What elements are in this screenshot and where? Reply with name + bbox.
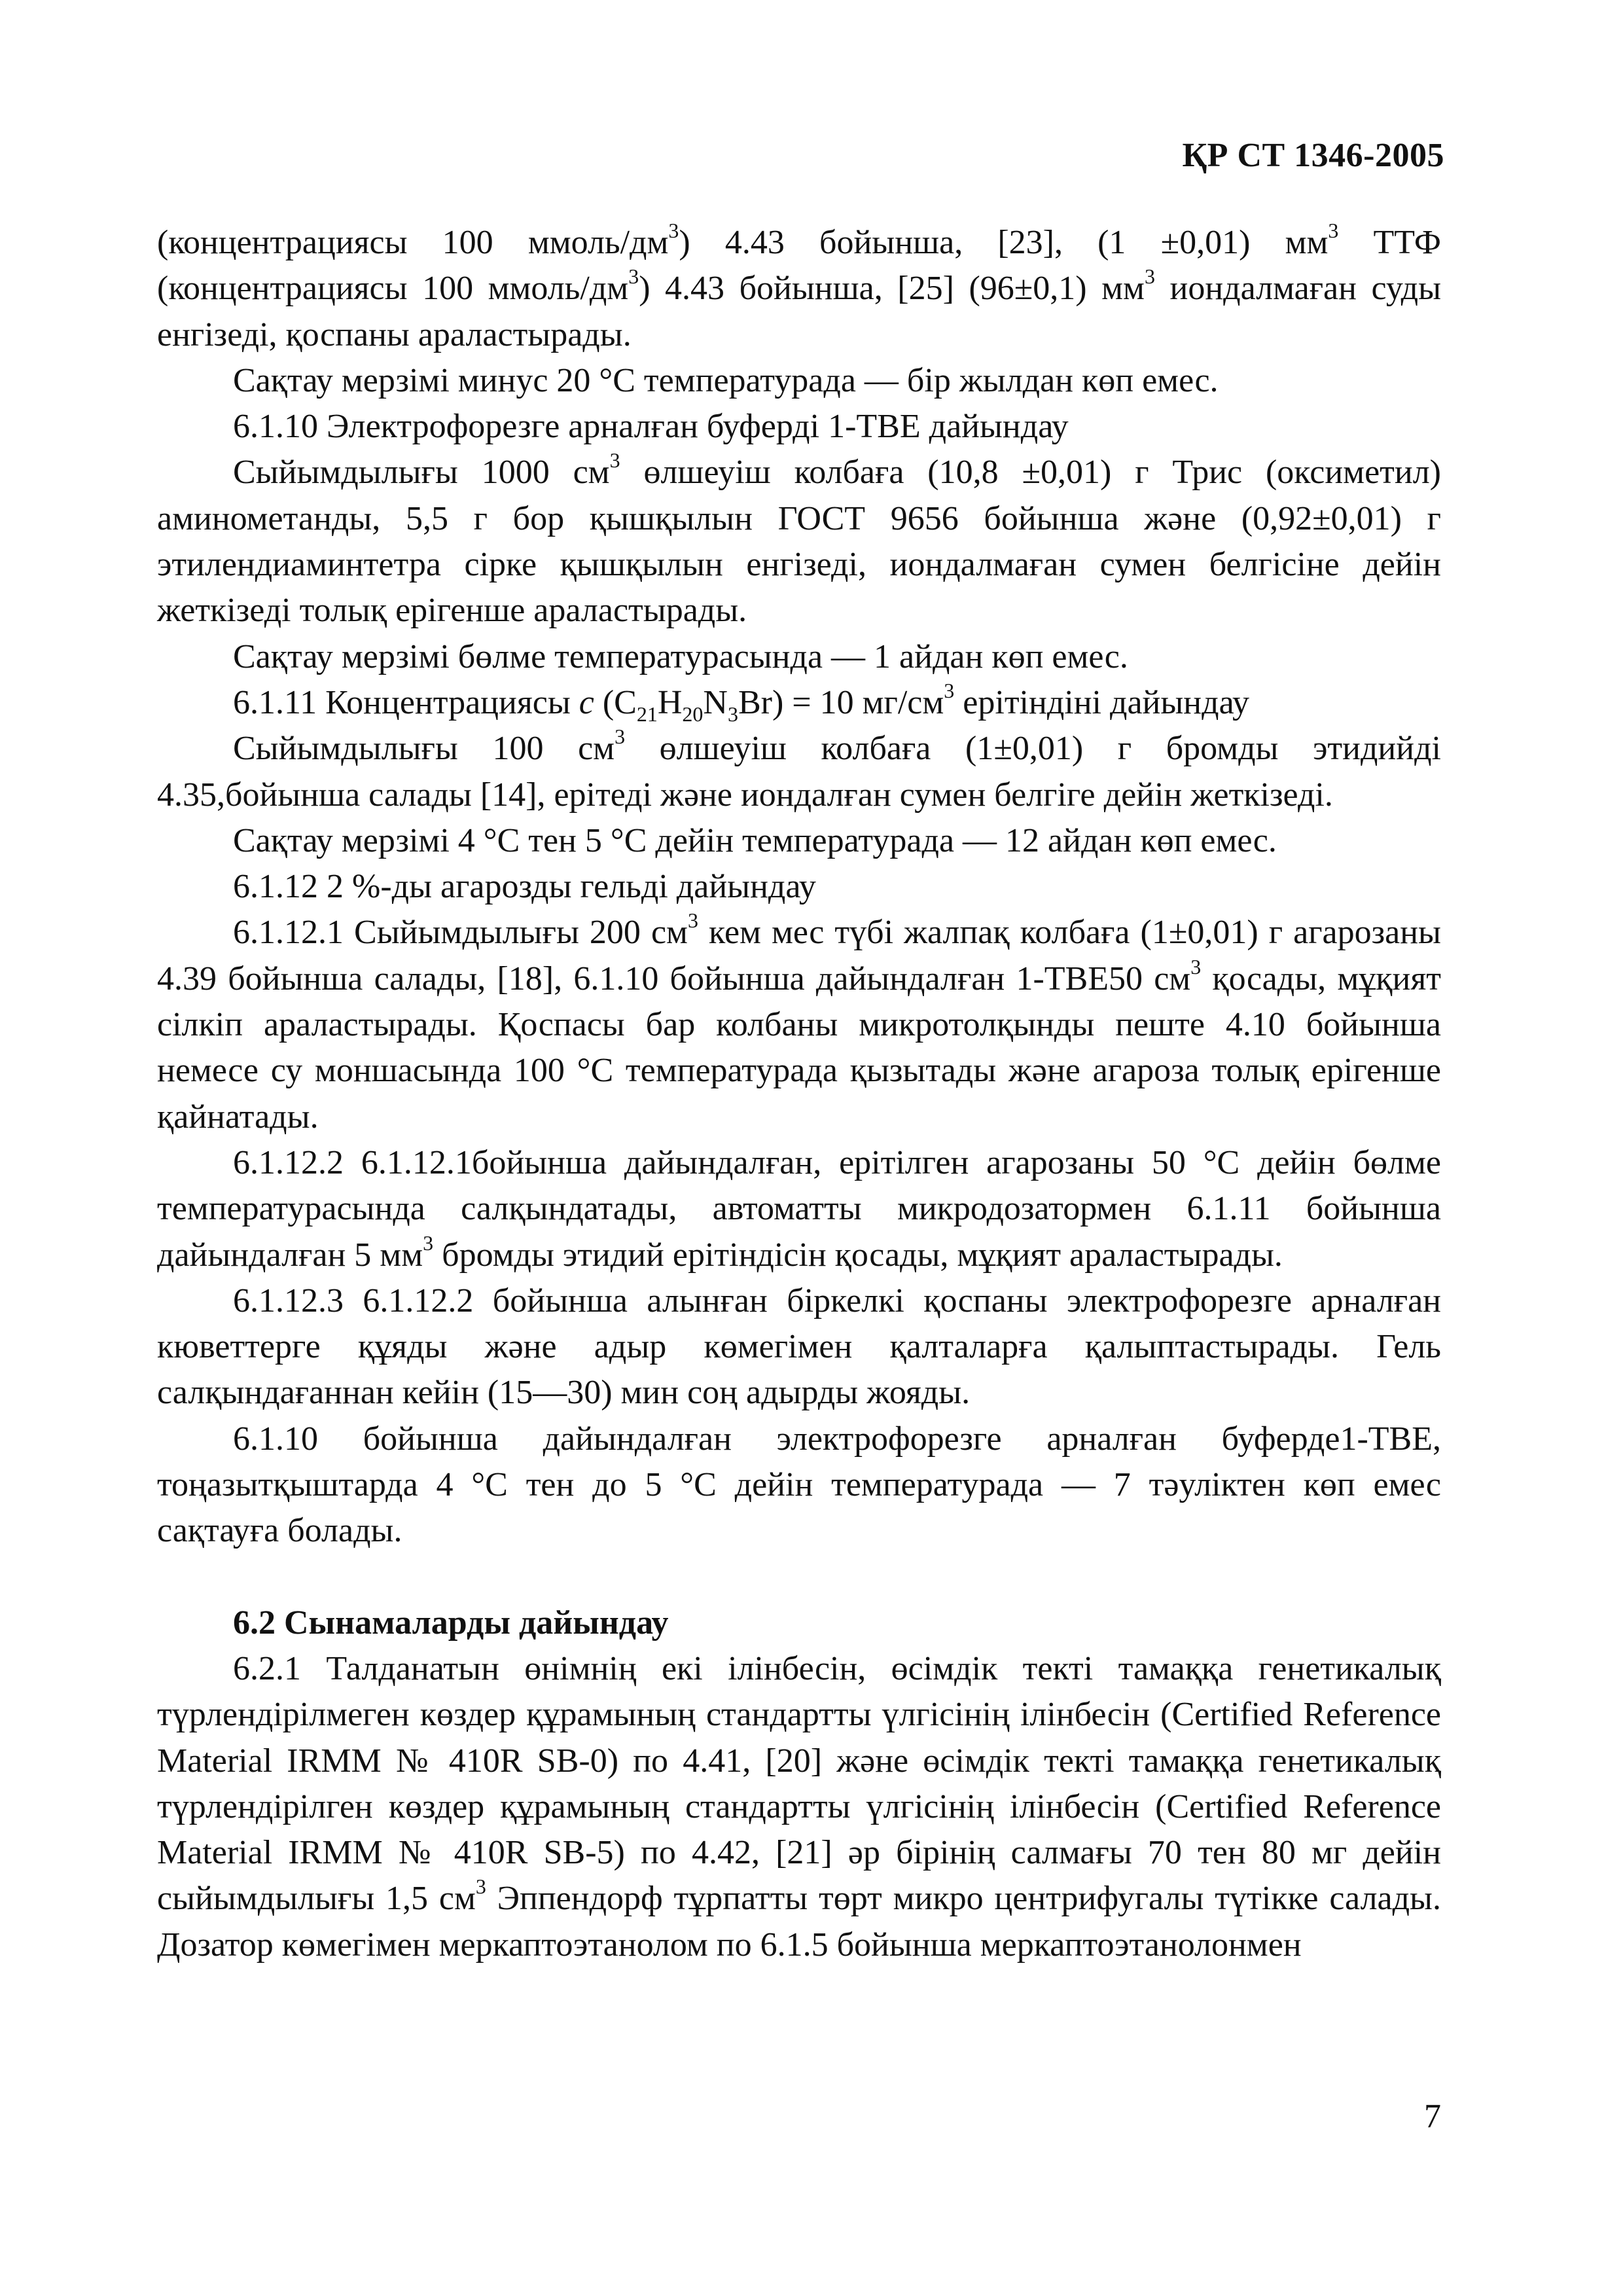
paragraph: 6.1.12.3 6.1.12.2 бойынша алынған біркелкі қоспаны электрофорезге арналған кюветтерге құяды және адыр көмегімен қалталарға қалыптастырады. Гель салқындағаннан кейін (15—30) мин соң адырды жояды. — [157, 1282, 1441, 1412]
document-code-header: ҚР СТ 1346-2005 — [1182, 137, 1444, 174]
section-heading-6-1-10: 6.1.10 Электрофорезге арналған буферді 1-TBE дайындау — [233, 408, 1069, 446]
paragraph: Сақтау мерзімі минус 20 °С температурада — бір жылдан көп емес. — [233, 361, 1219, 399]
paragraph: Сақтау мерзімі 4 °С тен 5 °С дейін температурада — 12 айдан көп емес. — [233, 821, 1277, 859]
paragraph: 6.1.10 бойынша дайындалған электрофорезге арналған буферде1-TBE, тоңазытқыштарда 4 °С тен до 5 °С дейін температурада — 7 тәуліктен көп емес сақтауға болады. — [157, 1420, 1441, 1550]
paragraph: 6.1.12.2 6.1.12.1бойынша дайындалған, ерітілген агарозаны 50 °С дейін бөлме температурасында салқындатады, автоматты микродозатормен 6.1.11 бойынша дайындалған 5 $мм^3$ бромды этидий ерітіндісін қосады, мұқият араластырады. — [157, 1143, 1441, 1274]
section-heading-6-2: 6.2 Сынамаларды дайындау — [233, 1604, 669, 1641]
document-body — [157, 220, 1441, 1968]
paragraph: 6.2.1 Талданатын өнімнің екі ілінбесін, өсімдік текті тамаққа генетикалық түрлендірілмеген көздер құрамының стандартты үлгісінің ілінбесін (Certified Reference Material IRMM № 410R SB-0) по 4.41, [20] және өсімдік текті тамаққа генетикалық түрлендірілген көздер құрамының стандартты үлгісінің ілінбесін (Certified Reference Material IRMM № 410R SB-5) по 4.42, [21] әр бірінің салмағы 70 тен 80 мг дейін сыйымдылығы 1,5 $см^3$ Эппендорф тұрпатты төрт микро центрифугалы түтікке салады. Дозатор көмегімен меркаптоэтанолом по 6.1.5 бойынша меркаптоэтанолонмен — [157, 1649, 1441, 1964]
paragraph: 6.1.12.1 Сыйымдылығы 200 $см^3$ кем мес түбі жалпақ колбаға (1±0,01) г агарозаны 4.39 бойынша салады, [18], 6.1.10 бойынша дайындалған 1-TBE50 $см^3$ қосады, мұқият сілкіп араластырады. Қоспасы бар колбаны микротолқынды пеште 4.10 бойынша немесе су моншасында 100 °С температурада қызытады және агароза толық ерігенше қайнатады. — [157, 908, 1442, 1136]
section-heading-6-1-12: 6.1.12 2 %-ды агарозды гельді дайындау — [233, 868, 816, 906]
page-number: 7 — [1424, 2098, 1441, 2135]
paragraph: (концентрациясы 100 ммоль/$дм^3$) 4.43 бойынша, [23], (1 ±0,01) $мм^3$ ТТФ (концентрациясы 100 ммоль/$дм^3$) 4.43 бойынша, [25] (96±0,1) $мм^3$ иондалмаған суды енгізеді, қоспаны араластырады. — [157, 219, 1442, 353]
paragraph: Сыйымдылығы 100 $см^3$ өлшеуіш колбаға (1±0,01) г бромды этидийді 4.35,бойынша салады [14], ерітеді және иондалған сумен белгіге дейін жеткізеді. — [157, 725, 1441, 814]
paragraph: Сыйымдылығы 1000 $см^3$ өлшеуіш колбаға (10,8 ±0,01) г Трис (оксиметил) аминометанды, 5,5 г бор қышқылын ГОСТ 9656 бойынша және (0,92±0,01) г этилендиаминтетра сірке қышқылын енгізеді, иондалмаған сумен белгісіне дейін жеткізеді толық ерігенше араластырады. — [157, 448, 1441, 630]
section-heading-6-1-11: 6.1.11 Концентрациясы c $(C_{21}H_{20}N_3Br) = 10$ $мг/см^3$ ерітіндіні дайындау — [233, 678, 1250, 726]
paragraph: Сақтау мерзімі бөлме температурасында — 1 айдан көп емес. — [233, 637, 1128, 675]
